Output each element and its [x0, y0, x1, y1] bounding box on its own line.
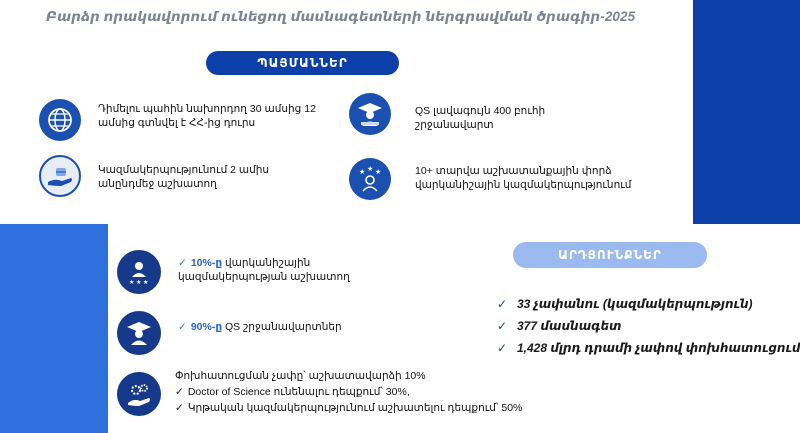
stat-1 — [178, 256, 350, 284]
decorative-left-bar — [0, 224, 108, 433]
stat-3-line2 — [175, 384, 522, 400]
hand-money-icon — [39, 155, 81, 197]
stat-3-line3-text: Կրթական կազմակերպությունում աշխատելու դեպքում՝ 50% — [187, 402, 523, 414]
check-icon: ✓ — [497, 319, 508, 333]
requirement-item-2-line1: QS լավագույն 400 բուհի — [415, 105, 546, 117]
outcome-item — [497, 318, 800, 340]
stat-1-line2: կազմակերպության աշխատող — [178, 271, 350, 283]
graduate-icon — [117, 311, 161, 355]
svg-text:★: ★ — [129, 279, 135, 286]
check-icon: ✓ — [175, 386, 184, 398]
check-icon: ✓ — [178, 321, 187, 333]
outcome-item-text: 1,428 մլրդ դրամի չափով փոխհատուցում — [517, 341, 800, 355]
stat-1-number: 10%-ը — [190, 257, 223, 269]
requirement-item-4-line2: վարկանիշային կազմակերպությունում — [415, 179, 632, 191]
requirements-pill: ՊԱՅՄԱՆՆԵՐ — [206, 51, 399, 75]
outcome-item — [497, 340, 800, 362]
stat-3 — [175, 368, 522, 416]
globe-icon — [39, 99, 81, 141]
stat-1-label: վարկանիշային — [222, 257, 311, 269]
decorative-right-bar — [693, 0, 800, 224]
stat-3-line3 — [175, 400, 522, 416]
requirement-item-2-line2: շրջանավարտ — [415, 119, 494, 131]
stat-2 — [178, 320, 342, 334]
gears-hand-icon — [117, 372, 161, 416]
requirement-item-4 — [415, 164, 631, 192]
requirement-item-2 — [415, 104, 545, 132]
expert-stars-icon — [349, 158, 391, 200]
outcomes-pill: ԱՐԴՅՈՒՆՔՆԵՐ — [513, 242, 707, 268]
stat-2-number: 90%-ը — [190, 321, 223, 333]
outcome-item — [497, 296, 800, 318]
stat-3-line2-text: Doctor of Science ունենալու դեպքում՝ 30%, — [187, 386, 410, 398]
requirement-item-1 — [98, 102, 316, 130]
ranked-person-icon — [117, 250, 161, 294]
check-icon: ✓ — [175, 402, 184, 414]
requirement-item-3 — [98, 163, 269, 191]
check-icon: ✓ — [178, 257, 187, 269]
graduate-icon — [349, 93, 391, 135]
stat-3-line1: Փոխհատուցման չափը՝ աշխատավարձի 10% — [175, 370, 426, 382]
requirement-item-1-line2: ամսից գտնվել է ՀՀ-ից դուրս — [98, 117, 256, 129]
requirement-item-4-line1: 10+ տարվա աշխատանքային փորձ — [415, 165, 612, 177]
svg-text:★: ★ — [143, 279, 149, 286]
svg-text:★: ★ — [359, 168, 366, 176]
svg-text:★: ★ — [367, 165, 374, 173]
stat-2-label: QS շրջանավարտներ — [222, 321, 342, 333]
svg-text:★: ★ — [375, 168, 382, 176]
check-icon: ✓ — [497, 341, 508, 355]
outcome-item-text: 33 չափանու (կազմակերպություն) — [517, 297, 753, 311]
requirement-item-3-line2: անընդմեջ աշխատող — [98, 178, 217, 190]
requirement-item-1-line1: Դիմելու պահին նախորդող 30 ամսից 12 — [98, 103, 316, 115]
check-icon: ✓ — [497, 297, 508, 311]
page-title: Բարձր որակավորում ունեցող մասնագետների ներգրավման ծրագիր-2025 — [46, 9, 636, 24]
outcome-item-text: 377 մասնագետ — [517, 319, 622, 333]
stat-2-line1 — [178, 320, 342, 334]
outcomes-list — [497, 296, 800, 362]
requirement-item-3-line1: Կազմակերպությունում 2 ամիս — [98, 164, 270, 176]
svg-text:★: ★ — [136, 279, 142, 286]
stat-1-line1 — [178, 256, 350, 270]
